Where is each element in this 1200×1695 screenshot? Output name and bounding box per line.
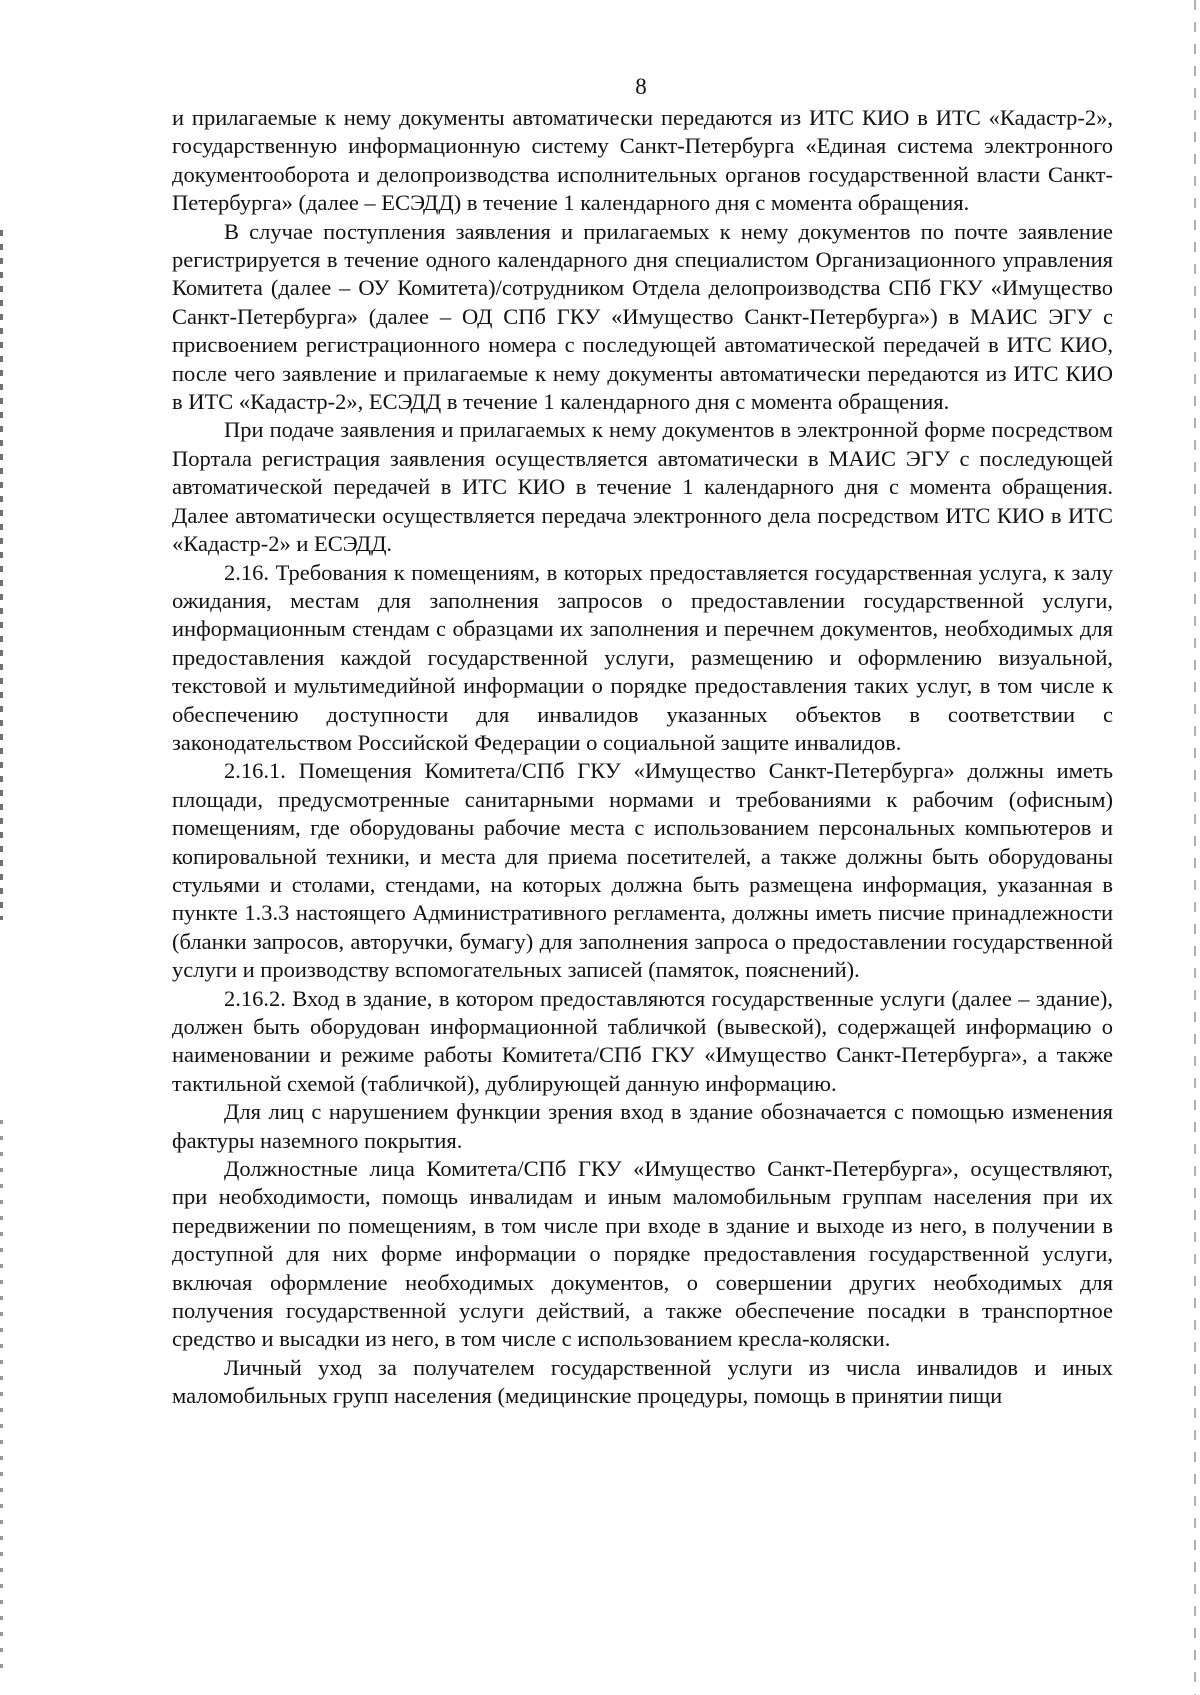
document-body [172,104,1113,1411]
scan-edge-artifact [0,1120,3,1680]
paragraph: При подаче заявления и прилагаемых к нему документов в электронной форме посредством Портала регистрация заявления осуществляется автоматически в МАИС ЭГУ с последующей автоматической передачей в ИТС КИО в течение 1 календарного дня с момента обращения. Далее автоматически осуществляется передача электронного дела посредством ИТС КИО в ИТС «Кадастр-2» и ЕСЭДД. [172,417,1113,557]
paragraph: В случае поступления заявления и прилагаемых к нему документов по почте заявление регистрируется в течение одного календарного дня специалистом Организационного управления Комитета (далее – ОУ Комитета)/сотрудником Отдела делопроизводства СПб ГКУ «Имущество Санкт-Петербурга» (далее – ОД СПб ГКУ «Имущество Санкт-Петербурга») в МАИС ЭГУ с присвоением регистрационного номера с последующей автоматической передачей в ИТС КИО, после чего заявление и прилагаемые к нему документы автоматически передаются из ИТС КИО в ИТС «Кадастр-2», ЕСЭДД в течение 1 календарного дня с момента обращения. [172,218,1113,415]
paragraph: 2.16.2. Вход в здание, в котором предоставляются государственные услуги (далее – здание), должен быть оборудован информационной табличкой (вывеской), содержащей информацию о наименовании и режиме работы Комитета/СПб ГКУ «Имущество Санкт-Петербурга», а также тактильной схемой (табличкой), дублирующей данную информацию. [172,985,1113,1096]
paragraph: Для лиц с нарушением функции зрения вход в здание обозначается с помощью изменения фактуры наземного покрытия. [172,1099,1113,1153]
paragraph: 2.16. Требования к помещениям, в которых предоставляется государственная услуга, к залу ожидания, местам для заполнения запросов о предоставлении государственной услуги, информационным стендам с образцами их заполнения и перечнем документов, необходимых для предоставления каждой государственной услуги, размещению и оформлению визуальной, текстовой и мультимедийной информации о порядке предоставления таких услуг, в том числе к обеспечению доступности для инвалидов указанных объектов в соответствии с законодательством Российской Федерации о социальной защите инвалидов. [172,559,1113,755]
paragraph: Личный уход за получателем государственной услуги из числа инвалидов и иных маломобильных групп населения (медицинские процедуры, помощь в принятии пищи [172,1354,1113,1409]
paragraph: Должностные лица Комитета/СПб ГКУ «Имущество Санкт-Петербурга», осуществляют, при необходимости, помощь инвалидам и иным маломобильным группам населения при их передвижении по помещениям, в том числе при входе в здание и выходе из него, в получении в доступной для них форме информации о порядке предоставления государственной услуги, включая оформление необходимых документов, о совершении других необходимых для получения государственной услуги действий, а также обеспечение посадки в транспортное средство и высадки из него, в том числе с использованием кресла-коляски. [172,1156,1113,1352]
scan-edge-artifact [1194,0,1196,1695]
paragraph: 2.16.1. Помещения Комитета/СПб ГКУ «Имущество Санкт-Петербурга» должны иметь площади, предусмотренные санитарными нормами и требованиями к рабочим (офисным) помещениям, где оборудованы рабочие места с использованием персональных компьютеров и копировальной техники, и места для приема посетителей, а также должны быть оборудованы стульями и столами, стендами, на которых должна быть размещена информация, указанная в пункте 1.3.3 настоящего Административного регламента, должны иметь писчие принадлежности (бланки запросов, авторучки, бумагу) для заполнения запроса о предоставлении государственной услуги и производству вспомогательных записей (памяток, пояснений). [172,758,1113,983]
page-number: 8 [635,74,647,99]
paragraph: и прилагаемые к нему документы автоматически передаются из ИТС КИО в ИТС «Кадастр-2», государственную информационную систему Санкт-Петербурга «Единая система электронного документооборота и делопроизводства исполнительных органов государственной власти Санкт-Петербурга» (далее – ЕСЭДД) в течение 1 календарного дня с момента обращения. [172,105,1113,216]
scan-edge-artifact [0,230,3,920]
